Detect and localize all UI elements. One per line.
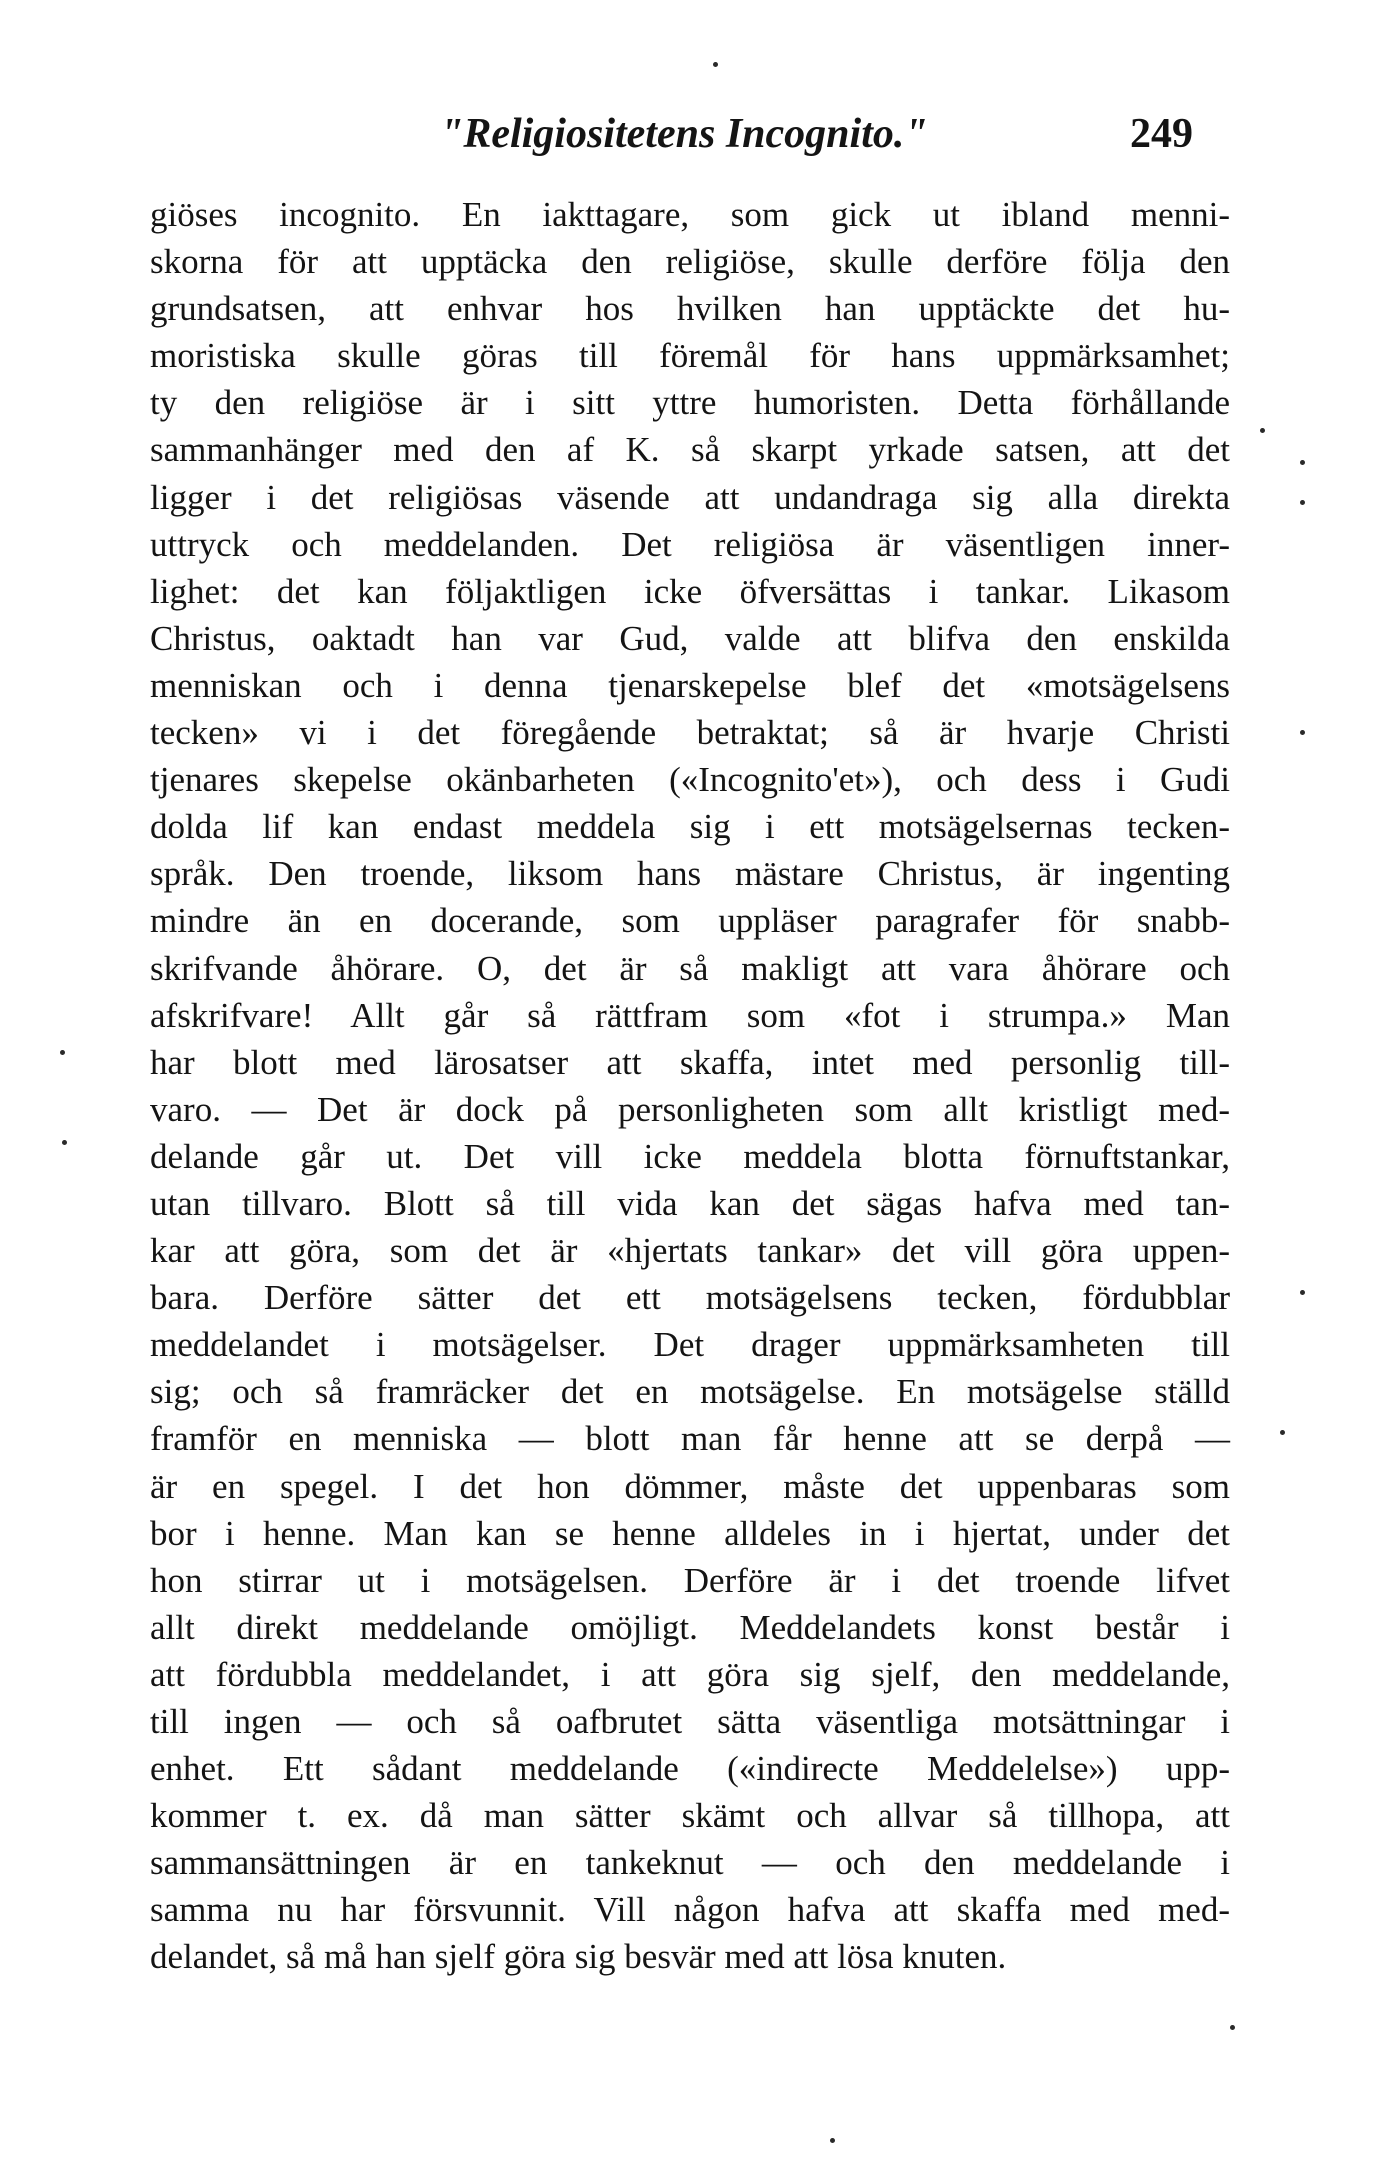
text-line: giöses incognito. En iakttagare, som gick ut ibland menni- — [150, 195, 1230, 234]
print-speck — [1300, 460, 1305, 465]
text-line: har blott med lärosatser att skaffa, intet med personlig till- — [150, 1042, 1230, 1082]
print-speck — [1230, 2025, 1235, 2030]
text-line: bor i henne. Man kan se henne alldeles in i hjertat, under det — [150, 1513, 1230, 1553]
text-line: meddelandet i motsägelser. Det drager uppmärksamheten till — [150, 1325, 1230, 1365]
print-speck — [713, 62, 718, 67]
text-line: lighet: det kan följaktligen icke öfversättas i tankar. Likasom — [150, 571, 1230, 611]
text-line: är en spegel. I det hon dömmer, måste det uppenbaras som — [150, 1466, 1230, 1506]
text-line: ty den religiöse är i sitt yttre humoristen. Detta förhållande — [150, 383, 1230, 423]
print-speck — [60, 1050, 65, 1055]
text-line: skorna för att upptäcka den religiöse, skulle derföre följa den — [150, 242, 1230, 282]
text-line: sammansättningen är en tankeknut — och den meddelande i — [150, 1843, 1230, 1883]
running-title: "Religiositetens Incognito." — [440, 111, 928, 157]
text-line: afskrifvare! Allt går så rättfram som «fot i strumpa.» Man — [150, 995, 1230, 1035]
print-speck — [1300, 730, 1305, 735]
print-speck — [1300, 1290, 1305, 1295]
text-line: kar att göra, som det är «hjertats tankar» det vill göra uppen- — [150, 1231, 1230, 1271]
text-line: framför en menniska — blott man får henne att se derpå — — [150, 1419, 1230, 1459]
text-line: moristiska skulle göras till föremål för hans uppmärksamhet; — [150, 336, 1230, 376]
text-line: samma nu har försvunnit. Vill någon hafva att skaffa med med- — [150, 1890, 1230, 1930]
text-line: menniskan och i denna tjenarskepelse blef det «motsägelsens — [150, 665, 1230, 705]
text-line: kommer t. ex. då man sätter skämt och allvar så tillhopa, att — [150, 1796, 1230, 1836]
text-line: mindre än en docerande, som uppläser paragrafer för snabb- — [150, 901, 1230, 941]
text-line: enhet. Ett sådant meddelande («indirecte Meddelelse») upp- — [150, 1749, 1230, 1789]
print-speck — [62, 1140, 67, 1145]
text-line: att fördubbla meddelandet, i att göra sig sjelf, den meddelande, — [150, 1654, 1230, 1694]
text-line: tjenares skepelse okänbarheten («Incognito'et»), och dess i Gudi — [150, 760, 1230, 800]
text-line: sig; och så framräcker det en motsägelse. En motsägelse ställd — [150, 1372, 1230, 1412]
running-head — [0, 104, 1400, 164]
print-speck — [1300, 500, 1305, 505]
text-line: Christus, oaktadt han var Gud, valde att blifva den enskilda — [150, 618, 1230, 658]
text-line: språk. Den troende, liksom hans mästare Christus, är ingenting — [150, 854, 1230, 894]
page-number: 249 — [1130, 111, 1193, 157]
text-line: bara. Derföre sätter det ett motsägelsens tecken, fördubblar — [150, 1278, 1230, 1318]
text-line: hon stirrar ut i motsägelsen. Derföre är i det troende lifvet — [150, 1560, 1230, 1600]
text-line: uttryck och meddelanden. Det religiösa är väsentligen inner- — [150, 524, 1230, 564]
text-line: varo. — Det är dock på personligheten som allt kristligt med- — [150, 1089, 1230, 1129]
text-line: dolda lif kan endast meddela sig i ett motsägelsernas tecken- — [150, 807, 1230, 847]
print-speck — [1260, 428, 1265, 433]
text-line: delandet, så må han sjelf göra sig besvär med att lösa knuten. — [150, 1937, 1007, 1977]
text-line: till ingen — och så oafbrutet sätta väsentliga motsättningar i — [150, 1702, 1230, 1741]
print-speck — [830, 2138, 835, 2143]
text-line: ligger i det religiösas väsende att undandraga sig alla direkta — [150, 477, 1230, 517]
text-line: delande går ut. Det vill icke meddela blotta förnuftstankar, — [150, 1136, 1230, 1176]
body-text — [150, 191, 1230, 1981]
text-line: grundsatsen, att enhvar hos hvilken han upptäckte det hu- — [150, 289, 1230, 329]
text-line: allt direkt meddelande omöjligt. Meddelandets konst består i — [150, 1607, 1230, 1647]
text-line: skrifvande åhörare. O, det är så makligt att vara åhörare och — [150, 948, 1230, 988]
text-line: tecken» vi i det föregående betraktat; så är hvarje Christi — [150, 713, 1230, 753]
text-line: sammanhänger med den af K. så skarpt yrkade satsen, att det — [150, 430, 1230, 470]
print-speck — [1280, 1430, 1285, 1435]
text-line: utan tillvaro. Blott så till vida kan det sägas hafva med tan- — [150, 1183, 1230, 1223]
